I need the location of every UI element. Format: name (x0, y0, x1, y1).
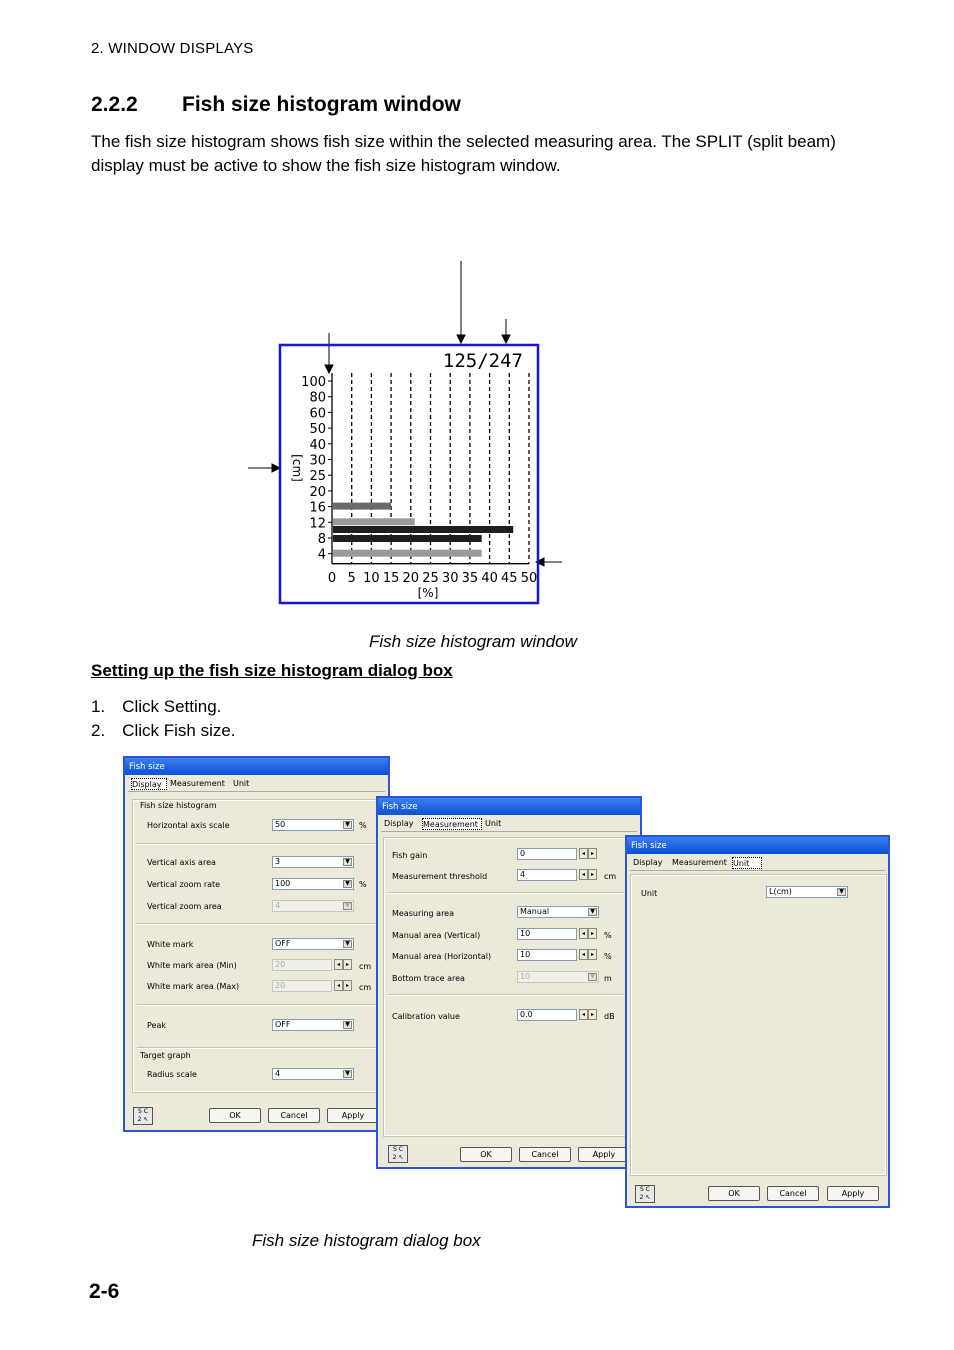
arrow-right-icon: ▸ (588, 949, 597, 960)
keyboard-icon[interactable]: S C 2 ↖ (388, 1145, 408, 1163)
chevron-down-icon[interactable]: ▼ (343, 1070, 352, 1078)
y-tick-label: 12 (309, 516, 326, 532)
ok-button[interactable]: OK (708, 1186, 760, 1201)
unit-m: m (604, 974, 612, 983)
step-1: 1. Click Setting. (91, 697, 222, 716)
arrow-left-icon: ◂ (579, 928, 588, 939)
x-tick-label: 45 (501, 571, 518, 586)
callout-arrowhead-yaxis (325, 365, 333, 373)
spinner-manual-area-horizontal[interactable] (579, 949, 599, 961)
select-bottom-trace-area: 10 ▼ (517, 971, 599, 983)
unit-percent: % (604, 952, 612, 961)
label-manual-area-horizontal: Manual area (Horizontal) (392, 952, 492, 961)
group-label-target-graph: Target graph (140, 1051, 191, 1060)
label-manual-area-vertical: Manual area (Vertical) (392, 931, 481, 940)
spinner-white-mark-max (334, 980, 354, 992)
field-measurement-threshold[interactable]: 4 (517, 869, 577, 881)
select-radius-scale[interactable]: 4 ▼ (272, 1068, 354, 1080)
label-white-mark-min: White mark area (Min) (147, 961, 237, 970)
intro-paragraph: The fish size histogram shows fish size within the selected measuring area. The SPLIT (split beam) display must be active to show the fish size histogram window. (91, 132, 836, 175)
label-vertical-zoom-rate: Vertical zoom rate (147, 880, 221, 889)
divider (137, 923, 377, 925)
measurement-panel (384, 838, 636, 1136)
chevron-down-icon[interactable]: ▼ (343, 940, 352, 948)
dialog-measurement (376, 796, 642, 1169)
arrow-right-icon: ▸ (588, 1009, 597, 1020)
x-tick-label: 15 (382, 571, 400, 586)
divider (388, 994, 630, 996)
dialog-title: Fish size (378, 798, 640, 815)
label-radius-scale: Radius scale (147, 1070, 197, 1079)
spinner-white-mark-min (334, 959, 354, 971)
spinner-fish-gain[interactable] (579, 848, 599, 860)
select-vertical-zoom-rate[interactable]: 100 ▼ (272, 878, 354, 890)
callout-arrowhead-max (502, 335, 510, 343)
tab-bar (381, 818, 637, 832)
y-unit-label: [cm] (290, 454, 304, 482)
y-tick-label: 40 (309, 437, 326, 453)
divider (388, 892, 630, 894)
divider (137, 1004, 377, 1006)
page-number: 2-6 (89, 1280, 120, 1303)
chevron-down-icon[interactable]: ▼ (343, 1021, 352, 1029)
group-label-histogram: Fish size histogram (140, 801, 217, 810)
chevron-down-icon: ▼ (343, 902, 352, 910)
running-header: 2. WINDOW DISPLAYS (91, 40, 254, 57)
keyboard-icon[interactable]: S C 2 ↖ (133, 1107, 153, 1125)
arrow-left-icon: ◂ (579, 869, 588, 880)
dialog-unit (625, 835, 890, 1208)
tab-unit[interactable]: Unit (732, 857, 762, 869)
select-white-mark[interactable]: OFF ▼ (272, 938, 354, 950)
tab-bar (128, 778, 385, 792)
label-unit: Unit (641, 889, 658, 898)
tab-display[interactable]: Display (131, 778, 167, 790)
figure-caption-dialog: Fish size histogram dialog box (252, 1231, 481, 1250)
ok-button[interactable]: OK (209, 1108, 261, 1123)
chevron-down-icon[interactable]: ▼ (343, 880, 352, 888)
tab-measurement[interactable]: Measurement (672, 858, 727, 867)
label-fish-gain: Fish gain (392, 851, 428, 860)
unit-cm: cm (359, 983, 372, 992)
unit-panel (631, 875, 886, 1175)
tab-display[interactable]: Display (633, 858, 663, 867)
arrow-right-icon: ▸ (343, 980, 352, 991)
arrow-left-icon: ◂ (579, 949, 588, 960)
arrow-left-icon: ◂ (334, 959, 343, 970)
unit-percent: % (359, 880, 367, 889)
y-tick-label: 16 (309, 500, 326, 516)
field-calibration-value[interactable]: 0.0 (517, 1009, 577, 1021)
step-2: 2. Click Fish size. (91, 721, 236, 740)
y-tick-label: 25 (309, 469, 326, 485)
label-measuring-area: Measuring area (392, 909, 455, 918)
cancel-button[interactable]: Cancel (519, 1147, 571, 1162)
select-unit[interactable]: L(cm) ▼ (766, 886, 848, 898)
spinner-calibration-value[interactable] (579, 1009, 599, 1021)
keyboard-icon[interactable]: S C 2 ↖ (635, 1185, 655, 1203)
label-vertical-zoom-area: Vertical zoom area (147, 902, 222, 911)
field-white-mark-min: 20 (272, 959, 332, 971)
arrow-right-icon: ▸ (588, 869, 597, 880)
subheading: Setting up the fish size histogram dialog box (91, 661, 453, 680)
x-tick-label: 25 (422, 571, 439, 586)
chevron-down-icon[interactable]: ▼ (343, 858, 352, 866)
field-fish-gain[interactable]: 0 (517, 848, 577, 860)
chevron-down-icon: ▼ (588, 973, 597, 981)
x-tick-label: 5 (347, 571, 356, 586)
select-vertical-zoom-area: 4 ▼ (272, 900, 354, 912)
tab-display[interactable]: Display (384, 819, 414, 828)
section-number: 2.2.2 (91, 93, 138, 116)
y-tick-label: 50 (309, 422, 326, 438)
histogram-plot (301, 373, 537, 586)
section-title: Fish size histogram window (182, 93, 461, 116)
x-tick-label: 0 (327, 571, 337, 586)
dialog-title: Fish size (125, 758, 388, 775)
y-tick-label: 100 (301, 375, 326, 390)
select-peak[interactable]: OFF ▼ (272, 1019, 354, 1031)
x-unit-label: [%] (417, 586, 439, 600)
cancel-button[interactable]: Cancel (268, 1108, 320, 1123)
divider (137, 843, 377, 845)
field-white-mark-max: 20 (272, 980, 332, 992)
chevron-down-icon[interactable]: ▼ (343, 821, 352, 829)
histogram-bar (333, 535, 482, 542)
label-peak: Peak (147, 1021, 166, 1030)
chevron-down-icon[interactable]: ▼ (837, 888, 846, 896)
histogram-bar (333, 503, 391, 510)
y-tick-label: 4 (317, 547, 326, 563)
cancel-button[interactable]: Cancel (767, 1186, 819, 1201)
label-measurement-threshold: Measurement threshold (392, 872, 488, 881)
y-tick-label: 20 (309, 484, 326, 500)
label-white-mark-max: White mark area (Max) (147, 982, 240, 991)
label-bottom-trace-area: Bottom trace area (392, 974, 465, 983)
apply-button[interactable]: Apply (827, 1186, 879, 1201)
x-tick-label: 40 (481, 571, 498, 586)
fish-count: 125/247 (442, 350, 523, 372)
histogram-figure (240, 255, 580, 610)
tab-measurement[interactable]: Measurement (170, 779, 225, 788)
label-horizontal-axis-scale: Horizontal axis scale (147, 821, 230, 830)
histogram-bar (333, 550, 482, 557)
arrow-left-icon: ◂ (334, 980, 343, 991)
tab-unit[interactable]: Unit (233, 779, 250, 788)
unit-cm: cm (604, 872, 617, 881)
chevron-down-icon[interactable]: ▼ (588, 908, 597, 916)
label-vertical-axis-area: Vertical axis area (147, 858, 216, 867)
arrow-left-icon: ◂ (579, 1009, 588, 1020)
callout-arrowhead-count (457, 335, 465, 343)
histogram-bar (333, 526, 513, 533)
label-white-mark: White mark (147, 940, 194, 949)
dialog-title: Fish size (627, 837, 888, 854)
select-horizontal-axis-scale[interactable]: 50 ▼ (272, 819, 354, 831)
arrow-left-icon: ◂ (579, 848, 588, 859)
histogram-bar (333, 518, 415, 525)
arrow-right-icon: ▸ (343, 959, 352, 970)
arrow-right-icon: ▸ (588, 928, 597, 939)
y-tick-label: 8 (317, 532, 326, 547)
select-measuring-area[interactable]: Manual ▼ (517, 906, 599, 918)
x-tick-label: 20 (402, 571, 420, 586)
x-tick-label: 30 (441, 571, 459, 586)
figure-caption-histogram: Fish size histogram window (369, 632, 577, 651)
unit-percent: % (604, 931, 612, 940)
unit-db: dB (604, 1012, 615, 1021)
select-vertical-axis-area[interactable]: 3 ▼ (272, 856, 354, 868)
ok-button[interactable]: OK (460, 1147, 512, 1162)
field-manual-area-vertical[interactable]: 10 (517, 928, 577, 940)
tab-measurement[interactable]: Measurement (422, 818, 482, 830)
x-tick-label: 50 (520, 571, 538, 586)
dialog-display (123, 756, 390, 1132)
x-tick-label: 35 (461, 571, 479, 586)
y-tick-label: 60 (309, 406, 326, 422)
y-tick-label: 30 (309, 453, 326, 469)
apply-button[interactable]: Apply (327, 1108, 379, 1123)
y-tick-label: 80 (309, 390, 326, 406)
spinner-manual-area-vertical[interactable] (579, 928, 599, 940)
divider (137, 1047, 377, 1049)
spinner-measurement-threshold[interactable] (579, 869, 599, 881)
tab-bar (630, 857, 885, 871)
unit-cm: cm (359, 962, 372, 971)
unit-percent: % (359, 821, 367, 830)
label-calibration-value: Calibration value (392, 1012, 460, 1021)
arrow-right-icon: ▸ (588, 848, 597, 859)
x-tick-label: 10 (363, 571, 380, 586)
field-manual-area-horizontal[interactable]: 10 (517, 949, 577, 961)
tab-unit[interactable]: Unit (485, 819, 502, 828)
apply-button[interactable]: Apply (578, 1147, 630, 1162)
